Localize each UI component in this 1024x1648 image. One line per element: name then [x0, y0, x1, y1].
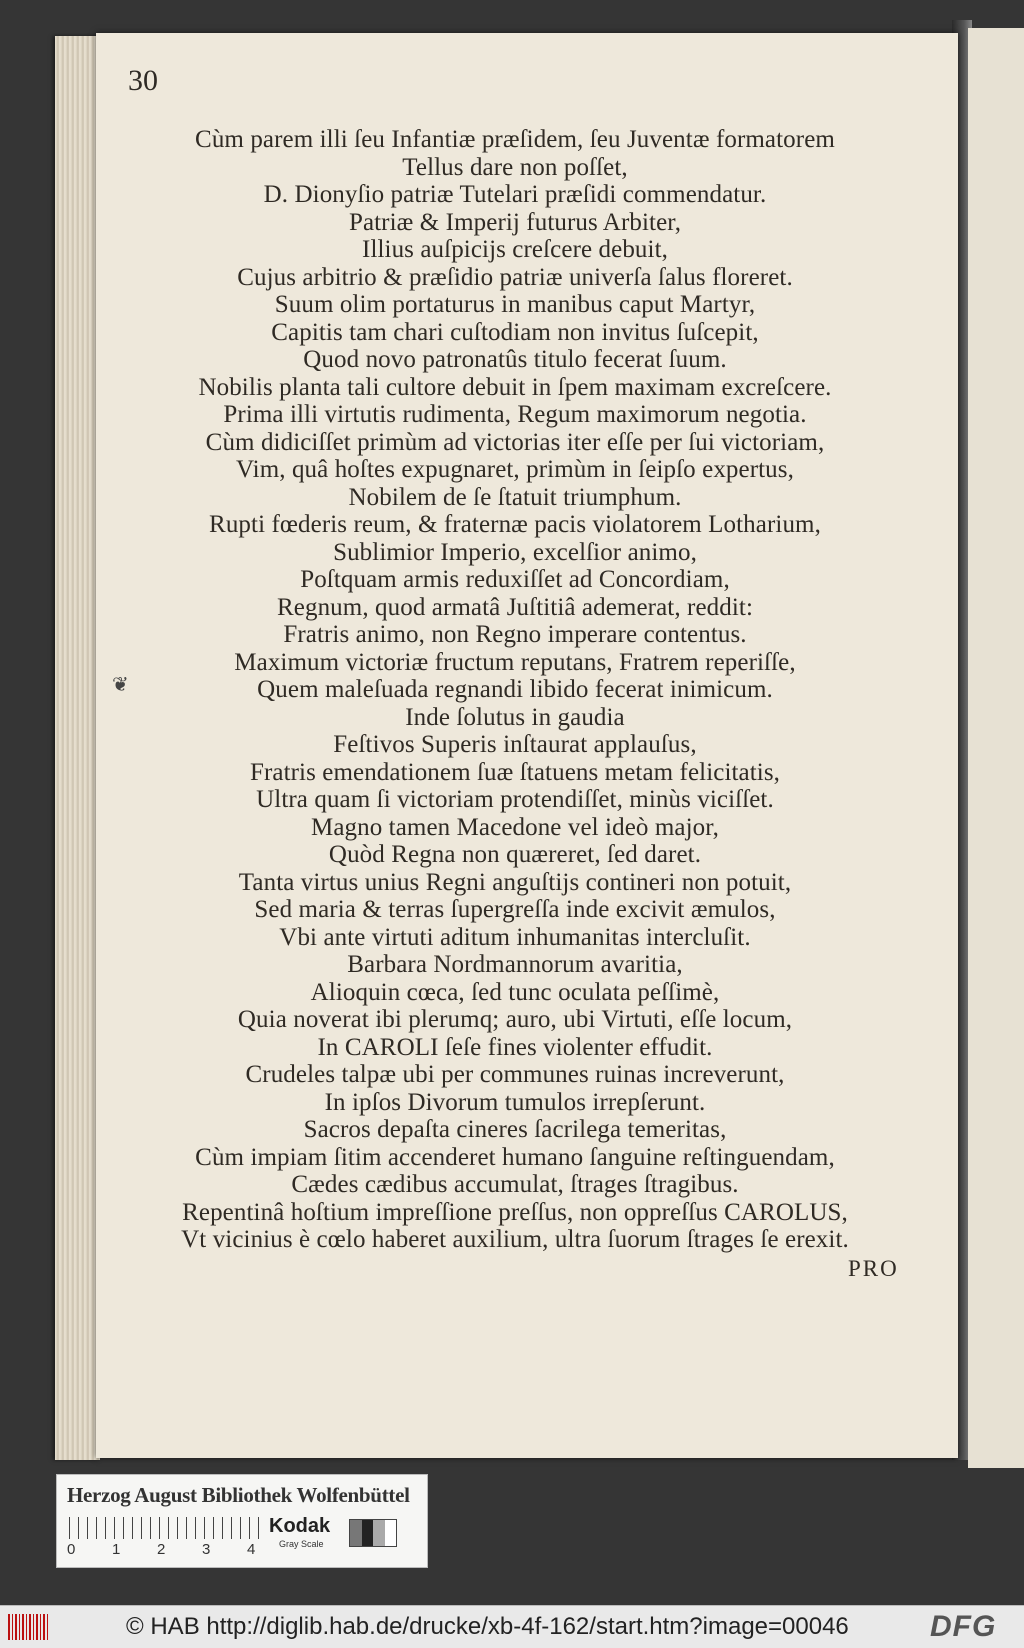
- page-text: [100, 126, 930, 1254]
- gray-swatch: [362, 1520, 374, 1546]
- ruler-labels: [67, 1541, 267, 1561]
- text-line: Tellus dare non poſſet,: [402, 153, 628, 181]
- ruler-label: 3: [202, 1541, 211, 1558]
- gray-swatches: [349, 1519, 397, 1547]
- text-line: Sacros depaſta cineres ſacrilega temeritas,: [303, 1116, 727, 1143]
- text-line: Crudeles talpæ ubi per communes ruinas increverunt,: [245, 1061, 785, 1088]
- text-line: Fratris animo, non Regno imperare contentus.: [283, 621, 747, 648]
- catchword: PRO: [848, 1256, 899, 1281]
- gray-swatch: [350, 1520, 362, 1546]
- text-line: Rupti fœderis reum, & fraternæ pacis violatorem Lotharium,: [209, 511, 821, 538]
- text-line: Quòd Regna non quæreret, ſed daret.: [328, 841, 702, 868]
- text-line: Quia noverat ibi plerumq; auro, ubi Virtuti, eſſe locum,: [237, 1006, 793, 1033]
- text-line: Barbara Nordmannorum avaritia,: [347, 951, 683, 978]
- footer-link[interactable]: © HAB http://diglib.hab.de/drucke/xb-4f-162/start.htm?image=00046: [126, 1613, 849, 1640]
- dfg-logo: DFG: [930, 1610, 997, 1643]
- text-line: In ipſos Divorum tumulos irrepſerunt.: [324, 1088, 706, 1116]
- footer-bar: [0, 1605, 1024, 1648]
- text-line: Patriæ & Imperij futurus Arbiter,: [348, 208, 682, 236]
- text-line: Magno tamen Macedone vel ideò major,: [310, 813, 720, 841]
- text-line: Repentinâ hoſtium impreſſione preſſus, non oppreſſus CAROLUS,: [182, 1198, 848, 1226]
- facing-page-edge: [968, 28, 1024, 1468]
- text-line: Cujus arbitrio & præſidio patriæ univerſa ſalus floreret.: [237, 263, 793, 291]
- ruler-label: 4: [247, 1541, 256, 1558]
- text-line: D. Dionyſio patriæ Tutelari præſidi commendatur.: [263, 181, 767, 208]
- text-line: Maximum victoriæ fructum reputans, Fratrem reperiſſe,: [234, 648, 796, 676]
- color-calibration-card: [56, 1474, 428, 1568]
- page-number: 30: [128, 64, 158, 97]
- text-line: Quem maleſuada regnandi libido fecerat inimicum.: [257, 676, 773, 703]
- ruler-label: 1: [112, 1541, 121, 1558]
- text-line: Feſtivos Superis inſtaurat applauſus,: [333, 731, 697, 758]
- text-line: Vim, quâ hoſtes expugnaret, primùm in ſeipſo expertus,: [236, 456, 794, 483]
- text-line: Nobilem de ſe ſtatuit triumphum.: [348, 483, 682, 511]
- gray-scale-label: Gray Scale: [279, 1539, 324, 1549]
- text-line: Sublimior Imperio, excelſior animo,: [333, 538, 697, 566]
- text-line: Cùm parem illi ſeu Infantiæ præſidem, ſeu Juventæ formatorem: [195, 126, 835, 153]
- text-line: Cædes cædibus accumulat, ſtrages ſtragibus.: [291, 1171, 739, 1198]
- ornament-icon: ❦: [112, 674, 129, 696]
- text-line: Prima illi virtutis rudimenta, Regum maximorum negotia.: [223, 401, 807, 428]
- text-line: Sed maria & terras ſupergreſſa inde excivit æmulos,: [254, 896, 776, 923]
- ruler-label: 2: [157, 1541, 166, 1558]
- text-line: Ultra quam ſi victoriam protendiſſet, minùs viciſſet.: [256, 786, 774, 813]
- text-line: Quod novo patronatûs titulo fecerat ſuum.: [303, 346, 727, 373]
- text-line: Nobilis planta tali cultore debuit in ſpem maximam excreſcere.: [198, 373, 832, 401]
- text-line: Capitis tam chari cuſtodiam non invitus ſuſcepit,: [271, 318, 759, 346]
- text-line: Inde ſolutus in gaudia: [405, 703, 625, 731]
- text-line: Illius auſpicijs creſcere debuit,: [362, 236, 668, 263]
- page-edges: [55, 36, 100, 1460]
- ruler-scale: [69, 1517, 259, 1539]
- text-line: Suum olim portaturus in manibus caput Martyr,: [274, 291, 756, 318]
- text-line: Cùm impiam ſitim accenderet humano ſanguine reſtinguendam,: [195, 1143, 835, 1171]
- ruler-label: 0: [67, 1541, 76, 1558]
- text-line: Regnum, quod armatâ Juſtitiâ ademerat, reddit:: [277, 593, 753, 621]
- card-title: Herzog August Bibliothek Wolfenbüttel: [67, 1483, 410, 1507]
- kodak-brand: Kodak: [269, 1515, 331, 1537]
- barcode-icon: [8, 1614, 48, 1640]
- gray-swatch: [385, 1520, 397, 1546]
- text-line: In CAROLI ſeſe fines violenter effudit.: [317, 1033, 713, 1061]
- text-line: Vt vicinius è cœlo haberet auxilium, ultra ſuorum ſtrages ſe erexit.: [181, 1226, 849, 1253]
- gray-swatch: [373, 1520, 385, 1546]
- text-line: Fratris emendationem ſuæ ſtatuens metam felicitatis,: [249, 758, 781, 786]
- text-line: Alioquin cœca, ſed tunc oculata peſſimè,: [310, 978, 720, 1006]
- text-line: Tanta virtus unius Regni anguſtijs contineri non potuit,: [238, 868, 792, 896]
- text-line: Poſtquam armis reduxiſſet ad Concordiam,: [300, 566, 730, 593]
- text-line: Cùm didiciſſet primùm ad victorias iter eſſe per ſui victoriam,: [205, 428, 825, 456]
- text-line: Vbi ante virtuti aditum inhumanitas intercluſit.: [279, 923, 751, 951]
